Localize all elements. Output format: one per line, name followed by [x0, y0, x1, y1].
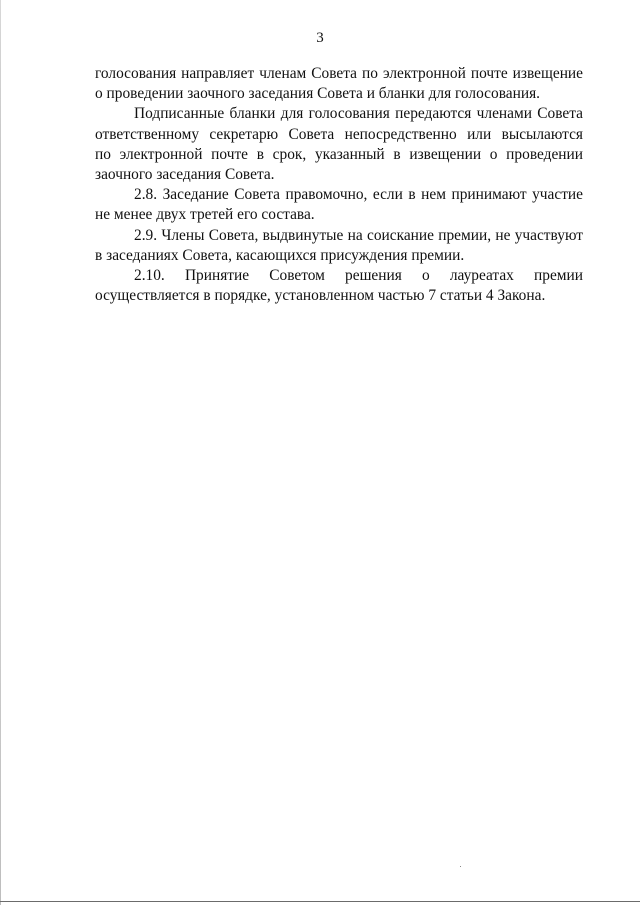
text-line: 2.9. Члены Совета, выдвинутые на соискание премии, не участвуют [134, 226, 583, 244]
text-line: Подписанные бланки для голосования передаются членами Совета [134, 105, 583, 123]
scan-edge-left [0, 0, 1, 905]
paragraph-2-10-laureates [95, 266, 583, 306]
page-number: 3 [316, 30, 324, 46]
text-line: осуществляется в порядке, установленном частью 7 статьи 4 Закона. [95, 287, 546, 305]
text-line: 2.10. Принятие Советом решения о лауреатах премии [134, 267, 583, 285]
text-line: о проведении заочного заседания Совета и бланки для голосования. [95, 85, 541, 103]
text-line: по электронной почте в срок, указанный в извещении о проведении [95, 145, 583, 163]
paragraph-2-8-quorum [95, 185, 583, 225]
text-line: не менее двух третей его состава. [95, 206, 315, 224]
text-line: заочного заседания Совета. [95, 166, 275, 184]
paragraph-signed-forms [95, 104, 583, 185]
scan-edge-bottom [0, 901, 640, 902]
text-line: в заседаниях Совета, касающихся присуждения премии. [95, 246, 465, 264]
paragraph-2-9-nominees [95, 226, 583, 266]
document-body [95, 64, 583, 306]
text-line: голосования направляет членам Совета по электронной почте извещение [95, 65, 583, 82]
paragraph-voting-notice [95, 64, 583, 104]
scan-speck [460, 866, 461, 867]
text-line: 2.8. Заседание Совета правомочно, если в нем принимают участие [134, 186, 583, 204]
text-line: ответственному секретарю Совета непосредственно или высылаются [95, 125, 583, 143]
